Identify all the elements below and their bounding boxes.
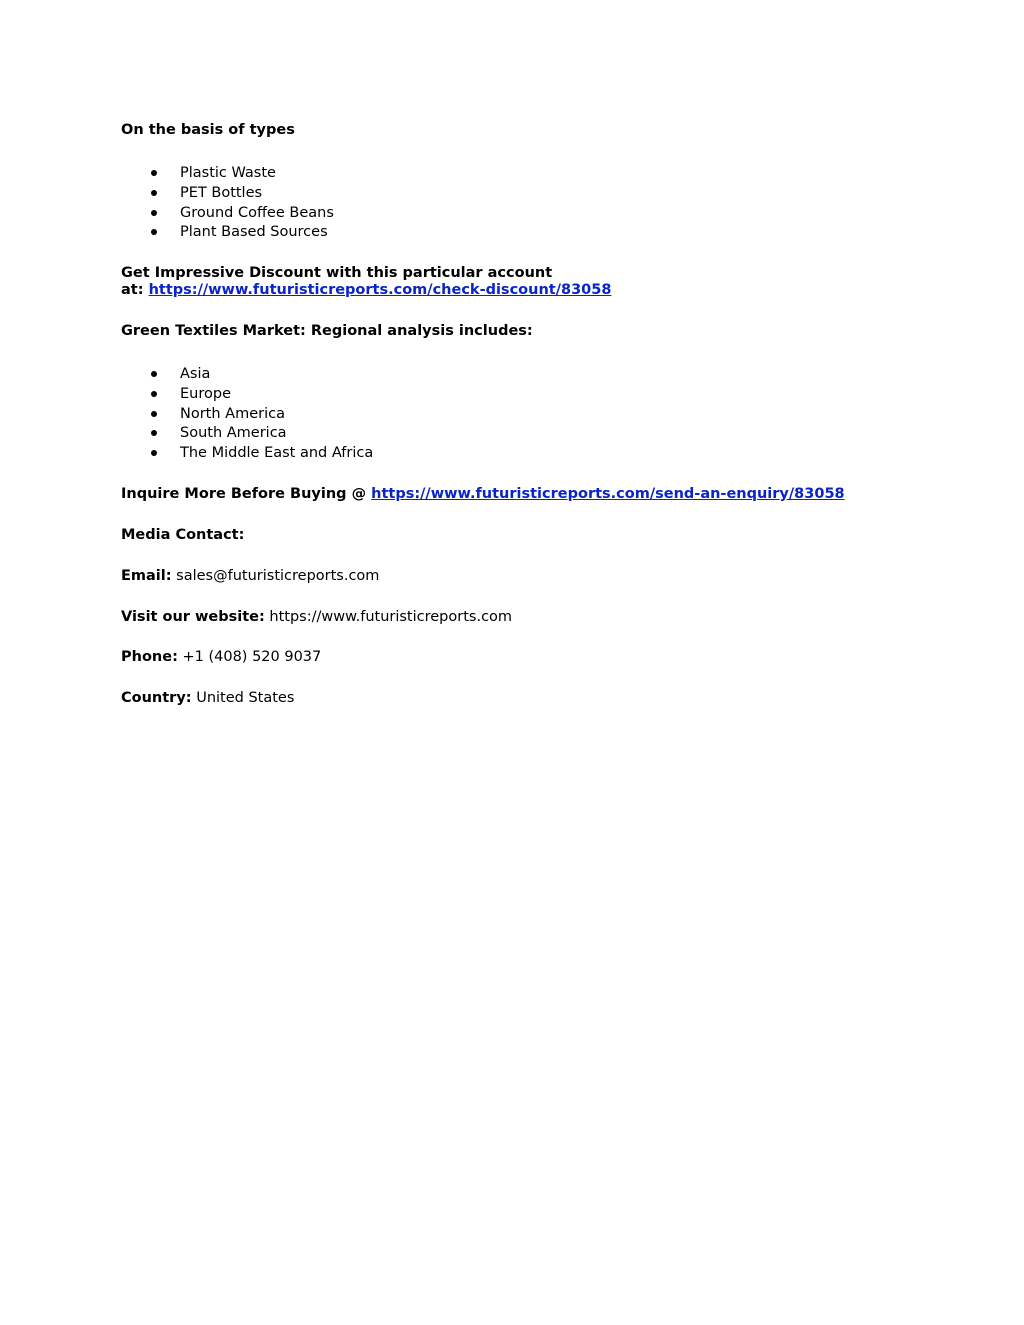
regional-heading: Green Textiles Market: Regional analysis includes: [121,323,533,339]
regional-list [121,365,373,464]
bullet-icon [151,371,157,377]
list-item: Europe [121,385,373,405]
list-item: South America [121,424,373,444]
list-item: The Middle East and Africa [121,444,373,464]
phone-label: Phone: [121,649,178,665]
country-value: United States [191,690,295,706]
list-item: Plastic Waste [121,164,334,184]
discount-text-line1: Get Impressive Discount with this particular account [121,265,553,281]
bullet-icon [151,190,157,196]
bullet-icon [151,450,157,456]
list-item: North America [121,405,373,425]
discount-text-line2 [121,281,611,299]
enquiry-prefix: Inquire More Before Buying @ [121,486,372,502]
enquiry-link[interactable]: https://www.futuristicreports.com/send-an-enquiry/83058 [371,486,845,502]
country-line [121,689,294,707]
phone-line [121,648,321,666]
bullet-icon [151,229,157,235]
list-item: Ground Coffee Beans [121,204,334,224]
enquiry-line [121,485,845,503]
bullet-icon [151,391,157,397]
list-item: Plant Based Sources [121,223,334,243]
bullet-icon [151,430,157,436]
types-heading: On the basis of types [121,122,295,138]
media-contact-heading: Media Contact: [121,527,245,543]
bullet-icon [151,411,157,417]
list-item: Asia [121,365,373,385]
bullet-icon [151,170,157,176]
website-line [121,608,512,626]
list-item: PET Bottles [121,184,334,204]
discount-link[interactable]: https://www.futuristicreports.com/check-discount/83058 [148,282,612,298]
email-value: sales@futuristicreports.com [171,568,380,584]
country-label: Country: [121,690,192,706]
types-list [121,164,334,243]
discount-prefix: at: [121,282,149,298]
email-label: Email: [121,568,172,584]
bullet-icon [151,210,157,216]
phone-value: +1 (408) 520 9037 [177,649,322,665]
website-value: https://www.futuristicreports.com [264,609,513,625]
email-line [121,567,379,585]
website-label: Visit our website: [121,609,265,625]
